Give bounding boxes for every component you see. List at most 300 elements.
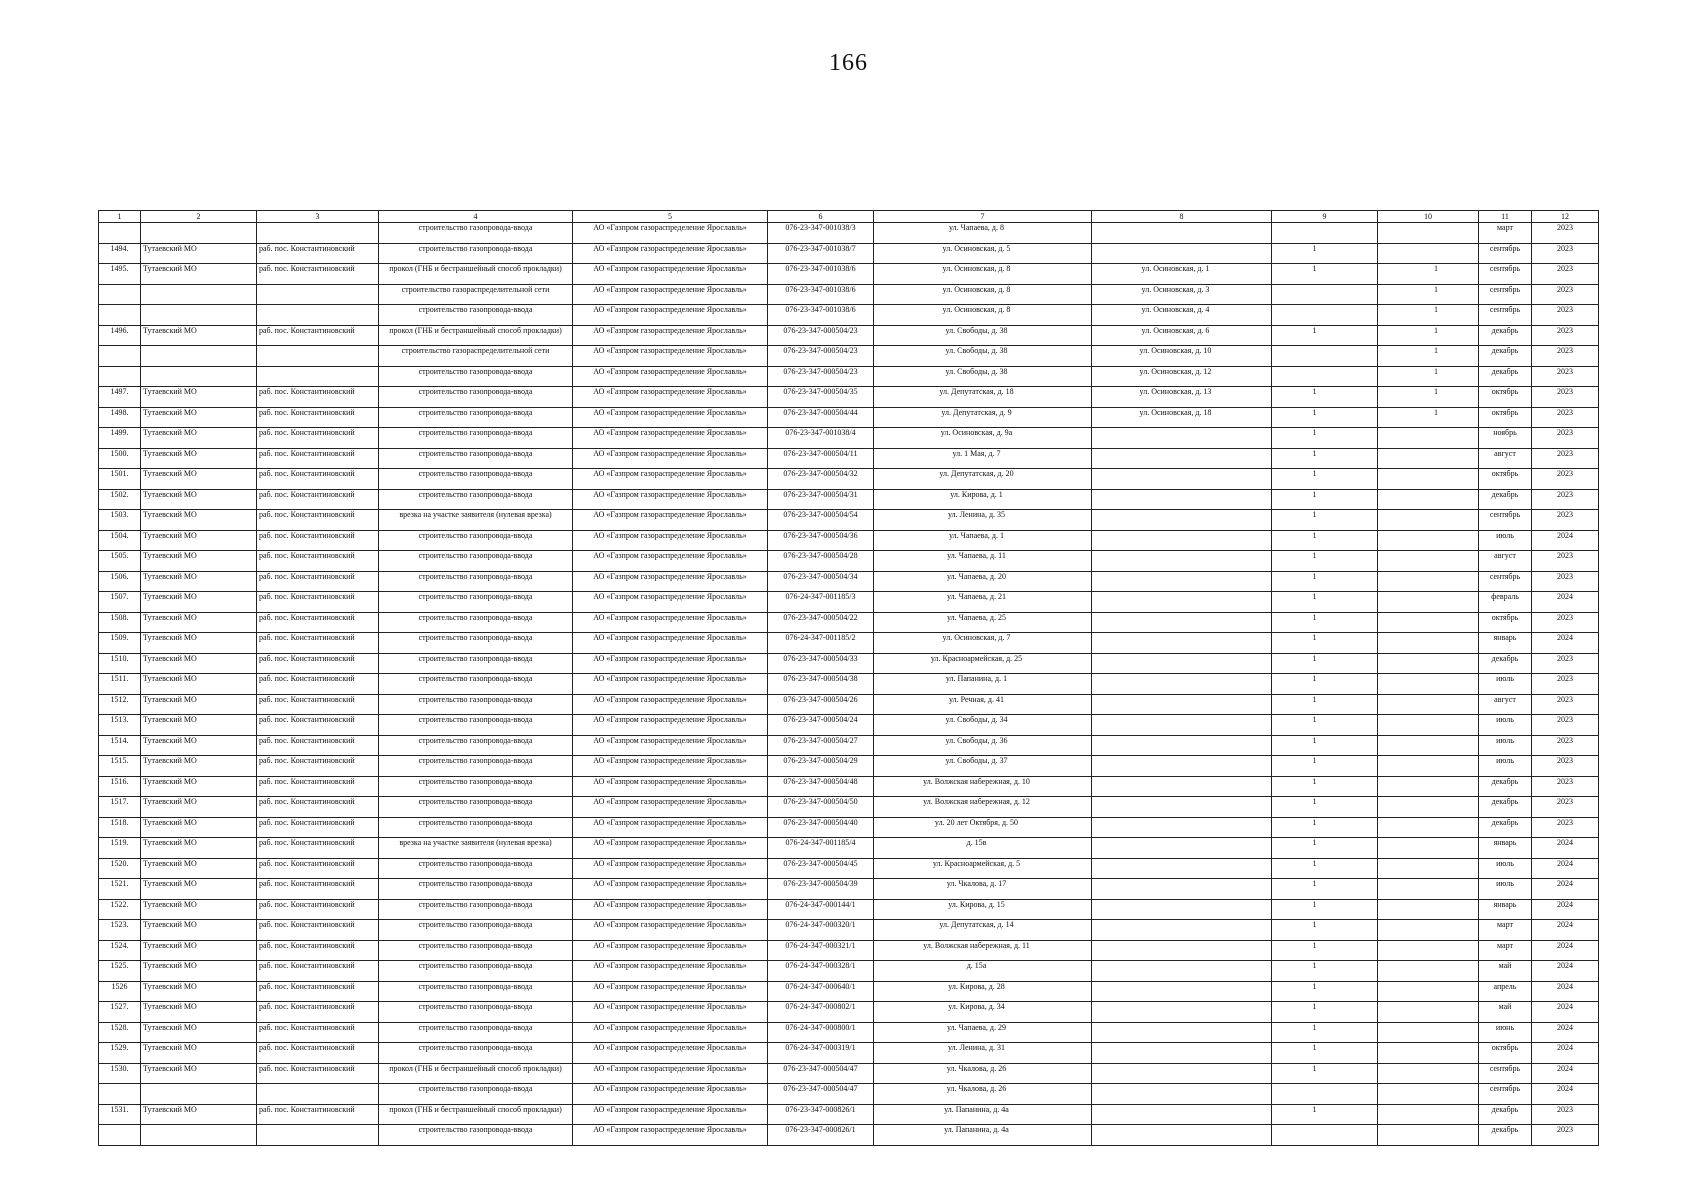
cell-row-number: 1515. [99,756,141,777]
cell-municipality: Тутаевский МО [141,571,257,592]
cell-municipality: Тутаевский МО [141,1022,257,1043]
cell-quantity-1: 1 [1272,653,1378,674]
cell-municipality [141,284,257,305]
cell-address: ул. Свободы, д. 38 [874,325,1092,346]
cell-municipality: Тутаевский МО [141,1002,257,1023]
cell-year: 2023 [1532,510,1599,531]
table-row [99,817,1599,838]
cell-month: июль [1479,879,1532,900]
cell-address-2 [1092,899,1272,920]
cell-year: 2023 [1532,223,1599,244]
cell-address: ул. Чапаева, д. 25 [874,612,1092,633]
cell-municipality [141,223,257,244]
cell-year: 2024 [1532,838,1599,859]
cell-tu-number: 076-23-347-000504/45 [768,858,874,879]
column-header: 5 [573,211,768,223]
cell-row-number: 1516. [99,776,141,797]
cell-address-2 [1092,776,1272,797]
cell-year: 2023 [1532,387,1599,408]
cell-month: январь [1479,838,1532,859]
cell-address: ул. Свободы, д. 38 [874,346,1092,367]
cell-row-number: 1511. [99,674,141,695]
cell-quantity-2 [1378,961,1479,982]
table-row [99,920,1599,941]
cell-quantity-1 [1272,366,1378,387]
cell-row-number: 1521. [99,879,141,900]
cell-settlement [257,366,379,387]
cell-address-2 [1092,1125,1272,1146]
cell-address-2 [1092,489,1272,510]
cell-month: июль [1479,715,1532,736]
cell-address-2: ул. Осиновская, д. 3 [1092,284,1272,305]
cell-settlement: раб. пос. Константиновский [257,592,379,613]
cell-work-type: строительство газопровода-ввода [379,1125,573,1146]
cell-tu-number: 076-23-347-000504/34 [768,571,874,592]
cell-month: август [1479,448,1532,469]
cell-address: ул. Осиновская, д. 7 [874,633,1092,654]
cell-address-2 [1092,940,1272,961]
cell-tu-number: 076-24-347-001185/4 [768,838,874,859]
cell-work-type: строительство газопровода-ввода [379,469,573,490]
cell-row-number: 1523. [99,920,141,941]
cell-address-2: ул. Осиновская, д. 13 [1092,387,1272,408]
cell-year: 2024 [1532,1022,1599,1043]
table-row [99,428,1599,449]
table-row [99,1043,1599,1064]
cell-settlement [257,346,379,367]
cell-address: ул. Осиновская, д. 8 [874,305,1092,326]
cell-year: 2023 [1532,305,1599,326]
cell-month: июль [1479,735,1532,756]
cell-year: 2024 [1532,961,1599,982]
cell-work-type: прокол (ГНБ и бестраншейный способ прокладки) [379,264,573,285]
cell-quantity-2 [1378,920,1479,941]
cell-month: декабрь [1479,797,1532,818]
cell-year: 2023 [1532,264,1599,285]
cell-row-number: 1519. [99,838,141,859]
cell-row-number [99,1125,141,1146]
cell-quantity-2 [1378,1125,1479,1146]
column-header: 2 [141,211,257,223]
cell-month: июль [1479,530,1532,551]
cell-address: ул. Осиновская, д. 8 [874,284,1092,305]
column-header: 8 [1092,211,1272,223]
cell-year: 2023 [1532,756,1599,777]
cell-year: 2023 [1532,551,1599,572]
cell-quantity-1 [1272,1084,1378,1105]
cell-organization: АО «Газпром газораспределение Ярославль» [573,387,768,408]
table-row [99,592,1599,613]
cell-address: ул. Свободы, д. 37 [874,756,1092,777]
cell-month: январь [1479,899,1532,920]
cell-work-type: строительство газопровода-ввода [379,530,573,551]
gas-connection-table [98,210,1599,1146]
cell-tu-number: 076-23-347-000504/54 [768,510,874,531]
cell-organization: АО «Газпром газораспределение Ярославль» [573,1104,768,1125]
cell-organization: АО «Газпром газораспределение Ярославль» [573,920,768,941]
cell-settlement [257,223,379,244]
cell-organization: АО «Газпром газораспределение Ярославль» [573,776,768,797]
cell-municipality: Тутаевский МО [141,1063,257,1084]
cell-municipality: Тутаевский МО [141,858,257,879]
cell-row-number [99,305,141,326]
cell-organization: АО «Газпром газораспределение Ярославль» [573,838,768,859]
cell-month: январь [1479,633,1532,654]
cell-month: август [1479,694,1532,715]
cell-work-type: строительство газопровода-ввода [379,1084,573,1105]
cell-quantity-1: 1 [1272,715,1378,736]
cell-settlement: раб. пос. Константиновский [257,981,379,1002]
cell-month: декабрь [1479,1125,1532,1146]
cell-work-type: строительство газопровода-ввода [379,1043,573,1064]
cell-quantity-2 [1378,469,1479,490]
cell-quantity-2 [1378,694,1479,715]
cell-address: ул. Чкалова, д. 17 [874,879,1092,900]
cell-work-type: врезка на участке заявителя (нулевая врезка) [379,838,573,859]
cell-month: июль [1479,858,1532,879]
cell-work-type: строительство газопровода-ввода [379,920,573,941]
table-row [99,674,1599,695]
cell-row-number: 1497. [99,387,141,408]
cell-row-number: 1529. [99,1043,141,1064]
table-row [99,571,1599,592]
cell-municipality: Тутаевский МО [141,243,257,264]
cell-quantity-1: 1 [1272,1063,1378,1084]
cell-organization: АО «Газпром газораспределение Ярославль» [573,530,768,551]
cell-address: ул. Свободы, д. 36 [874,735,1092,756]
cell-organization: АО «Газпром газораспределение Ярославль» [573,489,768,510]
table-row [99,1002,1599,1023]
cell-year: 2023 [1532,715,1599,736]
cell-address-2 [1092,612,1272,633]
cell-tu-number: 076-23-347-000504/44 [768,407,874,428]
cell-settlement: раб. пос. Константиновский [257,325,379,346]
cell-tu-number: 076-23-347-000504/50 [768,797,874,818]
cell-address-2: ул. Осиновская, д. 1 [1092,264,1272,285]
cell-quantity-1: 1 [1272,1022,1378,1043]
cell-quantity-1: 1 [1272,674,1378,695]
table-row [99,469,1599,490]
cell-organization: АО «Газпром газораспределение Ярославль» [573,756,768,777]
cell-municipality: Тутаевский МО [141,325,257,346]
cell-address-2: ул. Осиновская, д. 10 [1092,346,1272,367]
cell-address: ул. Ленина, д. 31 [874,1043,1092,1064]
cell-municipality: Тутаевский МО [141,940,257,961]
cell-quantity-2 [1378,1084,1479,1105]
cell-work-type: строительство газопровода-ввода [379,899,573,920]
cell-municipality: Тутаевский МО [141,1043,257,1064]
cell-organization: АО «Газпром газораспределение Ярославль» [573,940,768,961]
cell-organization: АО «Газпром газораспределение Ярославль» [573,735,768,756]
cell-settlement: раб. пос. Константиновский [257,694,379,715]
cell-organization: АО «Газпром газораспределение Ярославль» [573,633,768,654]
cell-organization: АО «Газпром газораспределение Ярославль» [573,571,768,592]
cell-month: октябрь [1479,612,1532,633]
cell-quantity-1: 1 [1272,899,1378,920]
cell-work-type: строительство газопровода-ввода [379,981,573,1002]
cell-month: декабрь [1479,653,1532,674]
cell-settlement: раб. пос. Константиновский [257,1104,379,1125]
cell-address: ул. Чапаева, д. 8 [874,223,1092,244]
cell-quantity-2 [1378,1043,1479,1064]
cell-address-2 [1092,428,1272,449]
cell-year: 2023 [1532,735,1599,756]
cell-organization: АО «Газпром газораспределение Ярославль» [573,1084,768,1105]
cell-row-number: 1505. [99,551,141,572]
cell-year: 2024 [1532,879,1599,900]
cell-address: ул. Свободы, д. 34 [874,715,1092,736]
cell-quantity-1 [1272,223,1378,244]
cell-settlement [257,1125,379,1146]
cell-address-2 [1092,817,1272,838]
cell-address: ул. Свободы, д. 38 [874,366,1092,387]
cell-address-2 [1092,223,1272,244]
cell-work-type: строительство газораспределительной сети [379,346,573,367]
cell-settlement: раб. пос. Константиновский [257,510,379,531]
cell-year: 2023 [1532,325,1599,346]
cell-year: 2023 [1532,674,1599,695]
cell-work-type: строительство газопровода-ввода [379,653,573,674]
cell-address-2 [1092,715,1272,736]
cell-quantity-2 [1378,1002,1479,1023]
cell-tu-number: 076-23-347-000504/47 [768,1084,874,1105]
cell-settlement: раб. пос. Константиновский [257,961,379,982]
table-row [99,489,1599,510]
cell-organization: АО «Газпром газораспределение Ярославль» [573,407,768,428]
cell-year: 2024 [1532,633,1599,654]
cell-municipality: Тутаевский МО [141,530,257,551]
cell-address-2 [1092,592,1272,613]
column-header: 11 [1479,211,1532,223]
cell-quantity-1: 1 [1272,407,1378,428]
cell-address-2 [1092,879,1272,900]
cell-quantity-2 [1378,1063,1479,1084]
cell-address-2 [1092,981,1272,1002]
cell-row-number: 1518. [99,817,141,838]
cell-organization: АО «Газпром газораспределение Ярославль» [573,1022,768,1043]
cell-quantity-1: 1 [1272,858,1378,879]
table-row [99,1022,1599,1043]
cell-month: сентябрь [1479,264,1532,285]
cell-organization: АО «Газпром газораспределение Ярославль» [573,1043,768,1064]
cell-year: 2024 [1532,940,1599,961]
cell-municipality: Тутаевский МО [141,448,257,469]
cell-work-type: строительство газопровода-ввода [379,223,573,244]
cell-tu-number: 076-23-347-000504/40 [768,817,874,838]
cell-address-2 [1092,674,1272,695]
cell-municipality: Тутаевский МО [141,469,257,490]
cell-month: июль [1479,756,1532,777]
cell-year: 2024 [1532,1063,1599,1084]
cell-settlement: раб. пос. Константиновский [257,940,379,961]
cell-quantity-1: 1 [1272,633,1378,654]
cell-settlement: раб. пос. Константиновский [257,776,379,797]
cell-quantity-1: 1 [1272,489,1378,510]
cell-address-2 [1092,1043,1272,1064]
cell-year: 2024 [1532,1084,1599,1105]
cell-organization: АО «Газпром газораспределение Ярославль» [573,510,768,531]
cell-quantity-2 [1378,899,1479,920]
cell-year: 2024 [1532,1043,1599,1064]
cell-tu-number: 076-24-347-000640/1 [768,981,874,1002]
cell-tu-number: 076-23-347-000504/23 [768,325,874,346]
cell-settlement: раб. пос. Константиновский [257,817,379,838]
cell-organization: АО «Газпром газораспределение Ярославль» [573,817,768,838]
cell-municipality: Тутаевский МО [141,428,257,449]
column-header: 10 [1378,211,1479,223]
cell-settlement: раб. пос. Константиновский [257,469,379,490]
cell-address-2 [1092,510,1272,531]
cell-address-2 [1092,1022,1272,1043]
cell-address: ул. Папанина, д. 1 [874,674,1092,695]
cell-quantity-1: 1 [1272,264,1378,285]
cell-tu-number: 076-23-347-000504/23 [768,346,874,367]
cell-tu-number: 076-23-347-000504/35 [768,387,874,408]
cell-row-number: 1503. [99,510,141,531]
cell-quantity-2 [1378,940,1479,961]
cell-settlement: раб. пос. Константиновский [257,674,379,695]
cell-tu-number: 076-23-347-000504/31 [768,489,874,510]
cell-quantity-2: 1 [1378,346,1479,367]
cell-work-type: строительство газопровода-ввода [379,940,573,961]
table-row [99,387,1599,408]
cell-municipality: Тутаевский МО [141,776,257,797]
cell-settlement: раб. пос. Константиновский [257,633,379,654]
cell-municipality: Тутаевский МО [141,592,257,613]
cell-settlement: раб. пос. Константиновский [257,387,379,408]
cell-quantity-1 [1272,284,1378,305]
cell-quantity-2 [1378,551,1479,572]
cell-month: декабрь [1479,817,1532,838]
table-row [99,653,1599,674]
table-row [99,284,1599,305]
cell-address-2: ул. Осиновская, д. 4 [1092,305,1272,326]
cell-tu-number: 076-23-347-000504/11 [768,448,874,469]
cell-work-type: строительство газопровода-ввода [379,366,573,387]
cell-month: октябрь [1479,469,1532,490]
cell-work-type: прокол (ГНБ и бестраншейный способ прокладки) [379,325,573,346]
cell-row-number [99,284,141,305]
cell-settlement: раб. пос. Константиновский [257,530,379,551]
cell-address-2 [1092,633,1272,654]
cell-quantity-1: 1 [1272,530,1378,551]
cell-row-number: 1520. [99,858,141,879]
cell-year: 2024 [1532,1002,1599,1023]
cell-settlement: раб. пос. Константиновский [257,1022,379,1043]
cell-quantity-1: 1 [1272,961,1378,982]
cell-row-number: 1494. [99,243,141,264]
table-row [99,756,1599,777]
cell-quantity-2 [1378,633,1479,654]
cell-quantity-2: 1 [1378,305,1479,326]
cell-work-type: строительство газопровода-ввода [379,694,573,715]
cell-quantity-1: 1 [1272,776,1378,797]
table-row [99,264,1599,285]
cell-municipality [141,346,257,367]
cell-organization: АО «Газпром газораспределение Ярославль» [573,899,768,920]
cell-row-number [99,223,141,244]
cell-organization: АО «Газпром газораспределение Ярославль» [573,264,768,285]
cell-tu-number: 076-23-347-000504/29 [768,756,874,777]
cell-organization: АО «Газпром газораспределение Ярославль» [573,674,768,695]
cell-settlement: раб. пос. Константиновский [257,858,379,879]
cell-municipality: Тутаевский МО [141,633,257,654]
cell-address: ул. Осиновская, д. 5 [874,243,1092,264]
table-row [99,879,1599,900]
cell-settlement: раб. пос. Константиновский [257,899,379,920]
cell-month: февраль [1479,592,1532,613]
cell-quantity-1: 1 [1272,694,1378,715]
cell-month: сентябрь [1479,243,1532,264]
cell-row-number: 1512. [99,694,141,715]
table-body [99,211,1599,1146]
table-row [99,838,1599,859]
cell-row-number [99,366,141,387]
cell-work-type: строительство газопровода-ввода [379,612,573,633]
cell-quantity-2 [1378,243,1479,264]
cell-municipality: Тутаевский МО [141,981,257,1002]
cell-quantity-2 [1378,571,1479,592]
cell-organization: АО «Газпром газораспределение Ярославль» [573,858,768,879]
cell-month: декабрь [1479,1104,1532,1125]
cell-tu-number: 076-23-347-000504/32 [768,469,874,490]
cell-organization: АО «Газпром газораспределение Ярославль» [573,243,768,264]
cell-tu-number: 076-23-347-000504/23 [768,366,874,387]
cell-address-2 [1092,858,1272,879]
cell-municipality: Тутаевский МО [141,264,257,285]
cell-quantity-2 [1378,817,1479,838]
cell-settlement: раб. пос. Константиновский [257,1043,379,1064]
cell-municipality: Тутаевский МО [141,961,257,982]
cell-tu-number: 076-23-347-000504/28 [768,551,874,572]
table-row [99,1084,1599,1105]
cell-address: д. 15в [874,838,1092,859]
cell-month: сентябрь [1479,284,1532,305]
cell-tu-number: 076-23-347-000826/1 [768,1104,874,1125]
cell-row-number: 1530. [99,1063,141,1084]
table-container [98,210,1598,1146]
cell-quantity-1: 1 [1272,612,1378,633]
cell-quantity-1: 1 [1272,448,1378,469]
cell-settlement: раб. пос. Константиновский [257,756,379,777]
cell-address-2 [1092,1002,1272,1023]
cell-address-2 [1092,838,1272,859]
cell-year: 2023 [1532,776,1599,797]
cell-work-type: строительство газопровода-ввода [379,243,573,264]
cell-work-type: строительство газопровода-ввода [379,1022,573,1043]
cell-address-2 [1092,797,1272,818]
cell-year: 2023 [1532,243,1599,264]
cell-row-number: 1502. [99,489,141,510]
column-header: 6 [768,211,874,223]
cell-address-2 [1092,920,1272,941]
cell-quantity-2 [1378,756,1479,777]
cell-municipality: Тутаевский МО [141,920,257,941]
cell-work-type: строительство газопровода-ввода [379,756,573,777]
cell-settlement: раб. пос. Константиновский [257,735,379,756]
cell-address: ул. Волжская набережная, д. 10 [874,776,1092,797]
cell-work-type: строительство газопровода-ввода [379,592,573,613]
cell-tu-number: 076-23-347-000504/27 [768,735,874,756]
cell-tu-number: 076-23-347-000504/47 [768,1063,874,1084]
cell-work-type: строительство газопровода-ввода [379,571,573,592]
cell-municipality: Тутаевский МО [141,407,257,428]
table-row [99,612,1599,633]
cell-row-number: 1527. [99,1002,141,1023]
cell-tu-number: 076-24-347-001185/3 [768,592,874,613]
column-header: 12 [1532,211,1599,223]
cell-settlement: раб. пос. Константиновский [257,838,379,859]
